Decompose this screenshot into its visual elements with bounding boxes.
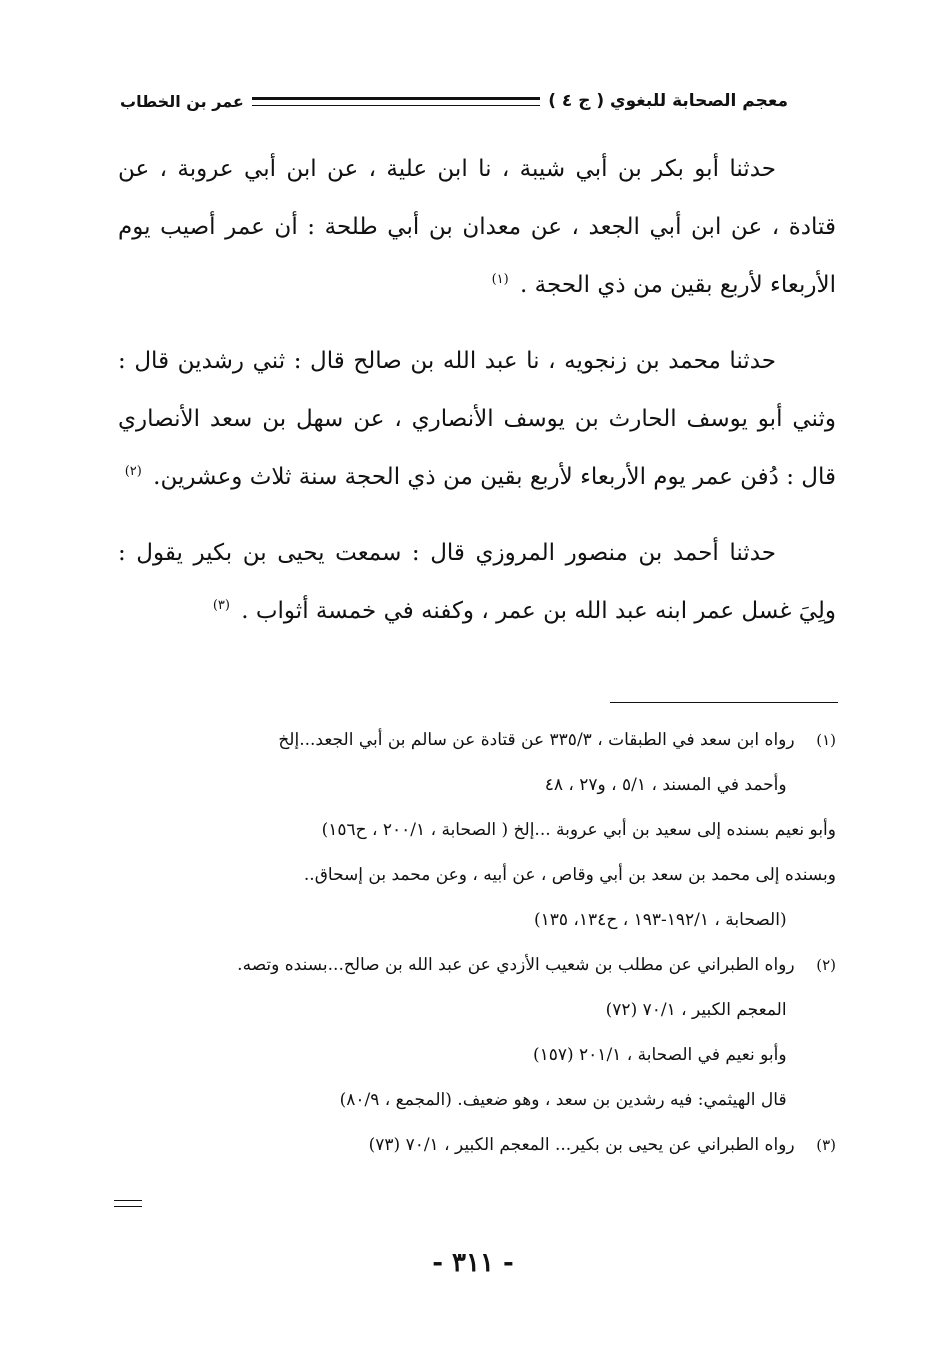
footnote-number: (٣) [816, 1136, 836, 1154]
footnote-text: وأبو نعيم بسنده إلى سعيد بن أبي عروبة ...إلخ ( الصحابة ، ٢٠٠/١ ، ح١٥٦) [321, 820, 836, 840]
text-line: الأربعاء لأربع بقين من ذي الحجة . [520, 272, 836, 298]
footnote-line [112, 1033, 836, 1078]
footnote-ref: (٢) [124, 464, 142, 480]
footnote-text: وأحمد في المسند ، ٥/١ ، و٢٧ ، ٤٨ [544, 775, 787, 795]
text-line: وثني أبو يوسف الحارث بن يوسف الأنصاري ، عن سهل بن سعد الأنصاري [118, 406, 836, 432]
end-mark [114, 1200, 142, 1207]
paragraph [118, 332, 836, 506]
text-line: حدثنا أحمد بن منصور المروزي قال : سمعت يحيى بن بكير يقول : ولِيَ [118, 540, 836, 624]
footnote-text: رواه الطبراني عن مطلب بن شعيب الأزدي عن عبد الله بن صالح...بسنده وتصه. [237, 955, 795, 975]
footnote-line [112, 763, 836, 808]
text-line: حدثنا أبو بكر بن أبي شيبة ، نا ابن علية ، عن ابن أبي عروبة ، عن [118, 156, 776, 182]
footnote-line [112, 943, 836, 988]
footnote-text: المعجم الكبير ، ٧٠/١ (٧٢) [605, 1000, 787, 1020]
text-line: قتادة ، عن ابن أبي الجعد ، عن معدان بن أبي طلحة : أن عمر أصيب يوم [118, 214, 836, 240]
footnotes [112, 718, 836, 1168]
footnote-text: وأبو نعيم في الصحابة ، ٢٠١/١ (١٥٧) [532, 1045, 787, 1065]
header-rule [252, 97, 540, 106]
page-number: - ٣١١ - [432, 1248, 514, 1278]
footnote-line [112, 718, 836, 763]
footnote-line [112, 988, 836, 1033]
footnote-text: قال الهيثمي: فيه رشدين بن سعد ، وهو ضعيف. (المجمع ، ٨٠/٩) [339, 1090, 787, 1110]
book-title: معجم الصحابة للبغوي ( ج ٤ ) [548, 91, 788, 111]
footnote-text: رواه الطبراني عن يحيى بن بكير... المعجم الكبير ، ٧٠/١ (٧٣) [368, 1135, 795, 1155]
text-line: حدثنا محمد بن زنجويه ، نا عبد الله بن صالح قال : ثني رشدين قال : [118, 348, 776, 374]
footnote-line [112, 1078, 836, 1123]
footnote-line [112, 898, 836, 943]
paragraph [118, 524, 836, 640]
running-header [120, 84, 788, 118]
text-line: وعشرين. [153, 464, 243, 490]
paragraph [118, 140, 836, 314]
footnote-ref: (٣) [212, 598, 230, 614]
text-line: قال : دُفن عمر يوم الأربعاء لأربع بقين من ذي الحجة سنة ثلاث [249, 464, 836, 490]
section-title: عمر بن الخطاب [120, 91, 244, 111]
footnote-text: رواه ابن سعد في الطبقات ، ٣٣٥/٣ عن قتادة عن سالم بن أبي الجعد...إلخ [278, 730, 795, 750]
footnote-line [112, 808, 836, 853]
footnote-separator [610, 702, 838, 703]
footnote-ref: (١) [491, 272, 509, 288]
footnote-text: وبسنده إلى محمد بن سعد بن أبي وقاص ، عن أبيه ، وعن محمد بن إسحاق.. [303, 865, 836, 885]
footnote-line [112, 853, 836, 898]
footnote-text: (الصحابة ، ١٩٢/١-١٩٣ ، ح١٣٤، ١٣٥) [533, 910, 787, 930]
footnote-number: (٢) [816, 956, 836, 974]
main-text [118, 140, 836, 658]
footnote-number: (١) [816, 731, 836, 749]
footnote-line [112, 1123, 836, 1168]
text-line: غسل عمر ابنه عبد الله بن عمر ، وكفنه في خمسة أثواب . [241, 598, 792, 624]
